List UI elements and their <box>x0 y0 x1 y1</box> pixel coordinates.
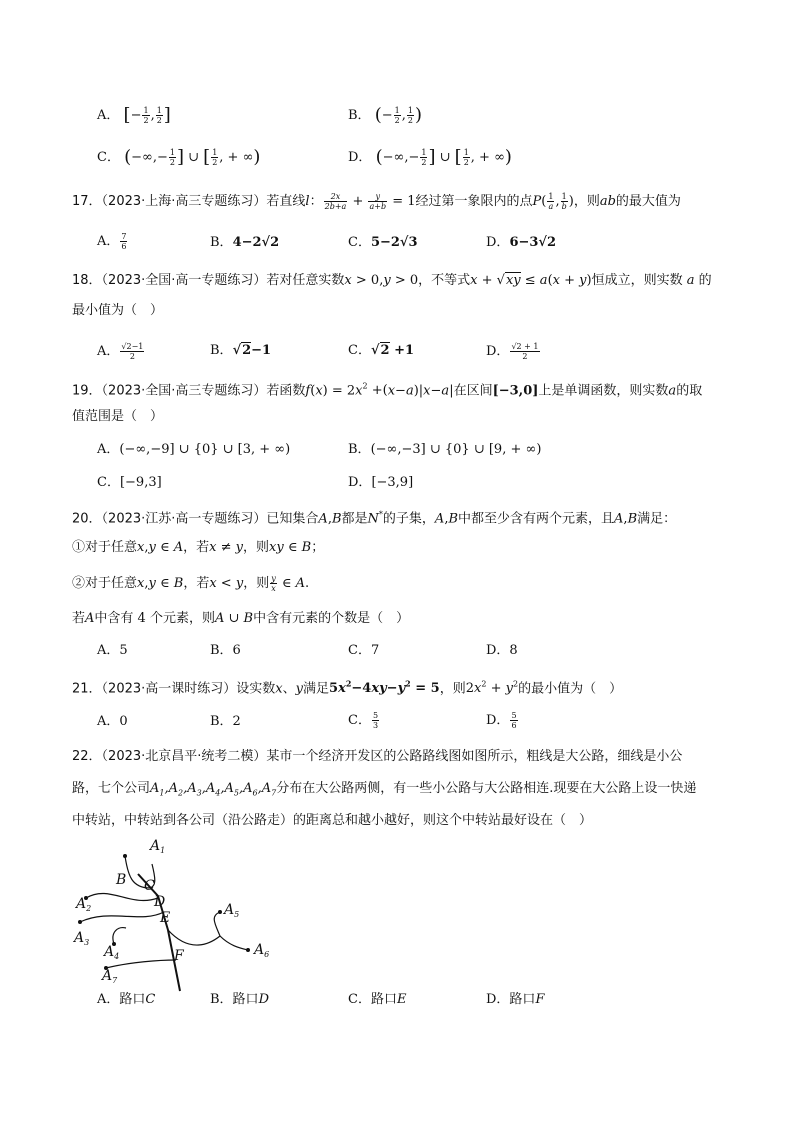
option-label: B． <box>348 108 371 123</box>
q21-option-b[interactable]: B．2 <box>210 714 241 729</box>
label-a3: $A_3$ <box>74 930 90 947</box>
q17-option-b[interactable]: B．4−2√2 <box>210 235 280 250</box>
label-a7: $A_7$ <box>102 968 118 985</box>
label-c: C <box>144 878 155 894</box>
q17-option-d[interactable]: D．6−3√2 <box>486 235 557 250</box>
option-label: A． <box>97 108 120 123</box>
q19-option-c[interactable]: C．[−9,3] <box>97 475 162 490</box>
road-a2 <box>86 893 158 900</box>
q16-option-a[interactable]: A． [− $\frac{1}{2}$ , $\frac{1}{2}$ ] <box>97 104 171 126</box>
q20-condition-2: ②对于任意x,y ∈ B，若x < y，则 $\frac{y}{x}$ ∈ A. <box>72 574 310 593</box>
q16-option-b[interactable]: B． (− $\frac{1}{2}$ , $\frac{1}{2}$ ) <box>348 104 422 126</box>
q21-option-c[interactable]: C． $\frac{5}{3}$ <box>348 711 379 730</box>
label-e: E <box>160 910 171 926</box>
label-a1: $A_1$ <box>150 838 166 855</box>
q22-option-a[interactable]: A．路口C <box>97 992 156 1007</box>
q22-stem: 22．（2023·北京昌平·统考二模）某市一个经济开发区的公路路线图如图所示，粗线是大公路，细线是小公 <box>72 749 683 764</box>
q22-stem-line2: 路，七个公司$A_1,A_2,A_3,A_4,A_5,A_6,A_7$分布在大公路两侧，有一些小公路与大公路相连.现要在大公路上设一快递 <box>72 781 697 798</box>
q18-option-d[interactable]: D． $\frac{√2 + 1}{2}$ <box>486 342 539 361</box>
label-a5: $A_5$ <box>224 902 240 919</box>
q22-option-d[interactable]: D．路口F <box>486 992 545 1007</box>
q19-stem: 19．（2023·全国·高三专题练习）若函数$f(x) = 2x^2 +(x-a)|x-a|$在区间[−3,0]上是单调函数，则实数a的取 <box>72 382 703 399</box>
q20-condition-1: ①对于任意x,y ∈ A，若x ≠ y，则xy ∈ B； <box>72 540 325 555</box>
q18-option-c[interactable]: C．√2 +1 <box>348 343 415 358</box>
label-b: B <box>116 872 127 888</box>
q22-option-c[interactable]: C．路口E <box>348 992 407 1007</box>
q18-stem: 18．（2023·全国·高一专题练习）若对任意实数x > 0,y > 0，不等式x + √xy ≤ a(x + y)恒成立，则实数 a 的 <box>72 273 712 288</box>
option-label: C． <box>97 150 120 165</box>
label-a4: $A_4$ <box>104 944 120 961</box>
option-label: D． <box>348 150 372 165</box>
q21-stem: 21．（2023·高一课时练习）设实数x、y满足$5x^2-4xy-y^2 = 5$，则$2x^2 + y^2$的最小值为（ ） <box>72 679 623 697</box>
q22-stem-line3: 中转站，中转站到各公司（沿公路走）的距离总和越小越好，则这个中转站最好设在（ ） <box>72 813 593 828</box>
label-a2: $A_2$ <box>76 896 92 913</box>
label-a6: $A_6$ <box>254 942 270 959</box>
q18-stem-line2: 最小值为（ ） <box>72 303 164 318</box>
q19-option-b[interactable]: B．(−∞,−3] ∪ {0} ∪ [9, + ∞) <box>348 442 542 457</box>
q18-option-b[interactable]: B．√2−1 <box>210 343 272 358</box>
q21-option-a[interactable]: A．0 <box>97 714 128 729</box>
label-d: D <box>154 894 166 910</box>
q17-option-c[interactable]: C．5−2√3 <box>348 235 418 250</box>
q21-option-d[interactable]: D． $\frac{5}{6}$ <box>486 711 517 730</box>
road-map-figure <box>70 836 290 996</box>
q17-option-a[interactable]: A． $\frac{7}{6}$ <box>97 232 127 251</box>
q17-stem: 17．（2023·上海·高三专题练习）若直线l： $\frac{2x}{2b+a}$ + $\frac{y}{a+b}$ = 1经过第一象限内的点P( $\frac{1}{a}$ , $\frac{1}{b}$ )，则ab的最大值为 <box>72 192 681 211</box>
q22-option-b[interactable]: B．路口D <box>210 992 269 1007</box>
q20-option-a[interactable]: A．5 <box>97 643 128 658</box>
q19-stem-line2: 值范围是（ ） <box>72 409 164 424</box>
road-a3 <box>80 912 164 922</box>
q18-option-a[interactable]: A． $\frac{√2-1}{2}$ <box>97 342 144 361</box>
q19-option-d[interactable]: D．[−3,9] <box>348 475 414 490</box>
q20-stem: 20．（2023·江苏·高一专题练习）已知集合A,B都是N*的子集，A,B中都至少含有两个元素，且A,B满足： <box>72 510 677 527</box>
q16-option-c[interactable]: C． (−∞,− $\frac{1}{2}$ ] ∪ [ $\frac{1}{2}$ , + ∞) <box>97 146 261 168</box>
road-a7 <box>106 960 176 968</box>
q20-option-c[interactable]: C．7 <box>348 643 380 658</box>
q20-option-b[interactable]: B．6 <box>210 643 241 658</box>
q20-question: 若A中含有 4 个元素，则A ∪ B中含有元素的个数是（ ） <box>72 611 410 626</box>
q16-option-d[interactable]: D． (−∞,− $\frac{1}{2}$ ] ∪ [ $\frac{1}{2}$ , + ∞) <box>348 146 512 168</box>
q20-option-d[interactable]: D．8 <box>486 643 518 658</box>
road-a4 <box>113 928 126 944</box>
label-f: F <box>174 948 184 964</box>
q19-option-a[interactable]: A．(−∞,−9] ∪ {0} ∪ [3, + ∞) <box>97 442 291 457</box>
